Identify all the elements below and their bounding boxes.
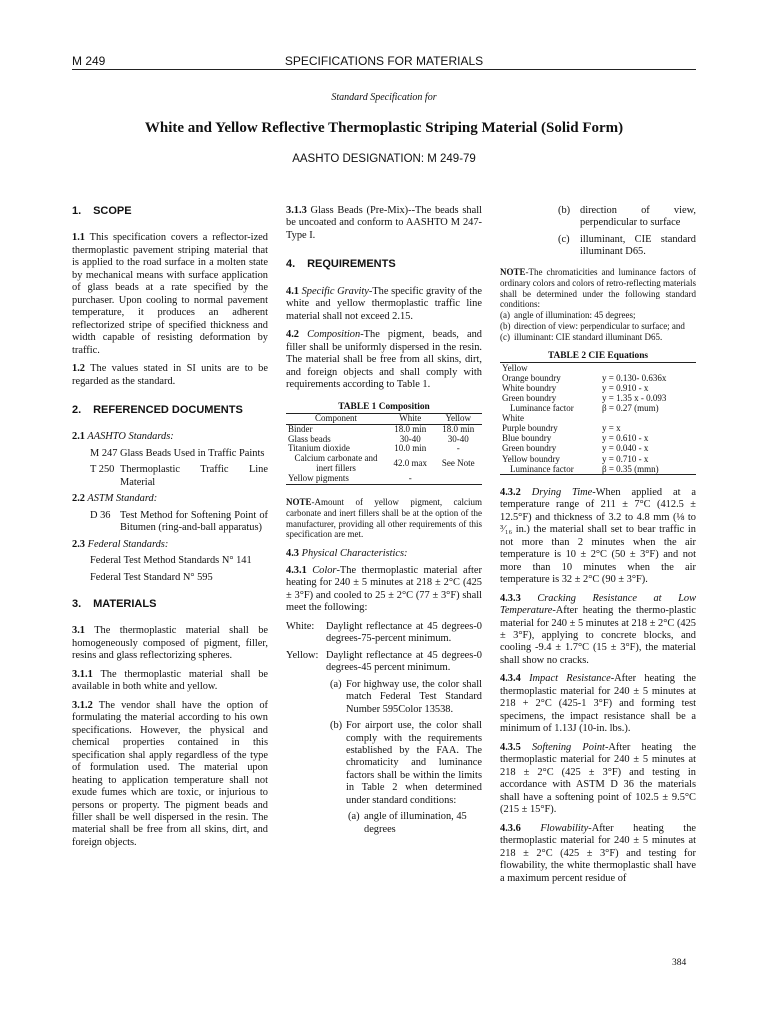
table-row: Yellow — [500, 362, 696, 373]
para-4-1: 4.1 Specific Gravity-The specific gravity of the white and yellow thermoplastic traffic line material shall not exceed 2.15. — [286, 285, 482, 322]
condition-a: (a) angle of illumination, 45 degrees — [348, 811, 467, 835]
col-header: White — [386, 413, 434, 424]
note-table-1: NOTE-Amount of yellow pigment, calcium carbonate and inert fillers shall be at the option of the manufacturer, providing all other requirements of this specification are met. — [286, 497, 482, 540]
para-1-2: 1.2 The values stated in SI units are to be regarded as the standard. — [72, 363, 268, 387]
para-4-3-3: 4.3.3 Cracking Resistance at Low Temperature-After heating the thermo-plastic material for 240 ± 5 minutes at 218 ± 2°C (425 ± 3°F), applying to concrete blocks, and cooling -9.4 ± 1.7°C (15 ± 3°F), the material shall show no cracks. — [500, 592, 696, 666]
color-white: White: Daylight reflectance at 45 degrees-0 degrees-75-percent minimum. — [286, 620, 482, 645]
yellow-highway: (a) For highway use, the color shall match Federal Test Standard Number 595Color 13538. — [330, 678, 482, 715]
column-3 — [500, 205, 696, 891]
header-spec-number: M 249 — [72, 54, 106, 68]
table-1-composition — [286, 413, 482, 485]
condition-c: (c) illuminant, CIE standard illuminant D65. — [558, 233, 696, 258]
para-3-1: 3.1 The thermoplastic material shall be homogeneously composed of pigment, filler, resins and glass reflectorizing spheres. — [72, 625, 268, 662]
para-2-3: 2.3 Federal Standards: — [72, 538, 169, 550]
heading-referenced-documents: 2. REFERENCED DOCUMENTS — [72, 404, 243, 416]
para-4-3-2: 4.3.2 Drying Time-When applied at a temperature range of 211 ± 7°C (412.5 ± 12.5°F) and thickness of 3.2 to 4.8 mm (⅛ to ³⁄₁₆ in.) the material shall set to bear traffic in not more than 2 minutes when the air temperature is 10 ± 2°C (50 ± 3°F) and not more than 10 minutes when the air temperature is 32 ± 2°C (90 ± 3°F). — [500, 486, 696, 586]
table-row: Luminance factor β = 0.35 (mmn) — [500, 464, 696, 475]
table-row: Luminance factor β = 0.27 (mum) — [510, 403, 659, 414]
table-row: Calcium carbonate and inert fillers 42.0 max See Note — [294, 453, 475, 474]
header-section-title: SPECIFICATIONS FOR MATERIALS — [284, 54, 484, 68]
table-row: Titanium dioxide 10.0 min - — [288, 443, 460, 454]
header-rule — [72, 69, 696, 70]
document-title: White and Yellow Reflective Thermoplastic Striping Material (Solid Form) — [144, 120, 624, 136]
table-row: Blue boundry y = 0.610 - x — [502, 433, 649, 444]
table-2-title: TABLE 2 CIE Equations — [547, 350, 649, 361]
table-row: Green boundry y = 1.35 x - 0.093 — [502, 393, 667, 404]
table-row: Yellow pigments - — [286, 474, 482, 484]
table-row: Yellow boundry y = 0.710 - x — [502, 453, 649, 464]
para-4-3: 4.3 Physical Characteristics: — [286, 548, 408, 560]
ref-fed-595: Federal Test Standard N° 595 — [90, 571, 213, 583]
ref-d36: D 36 Test Method for Softening Point of Bitumen (ring-and-ball apparatus) — [90, 509, 268, 534]
table-header-row — [286, 413, 482, 424]
ref-m247: M 247 Glass Beads Used in Traffic Paints — [90, 447, 265, 459]
yellow-airport: (b) For airport use, the color shall comply with the requirements established by the FAA. The chromaticity and luminance factors shall be within the limits in Table 2 when determined under standard conditions: — [330, 720, 482, 806]
table-row: White boundry y = 0.910 - x — [502, 382, 649, 393]
para-4-3-4: 4.3.4 Impact Resistance-After heating the thermoplastic material for 240 ± 5 minutes at 218 + 2°C (425-1 3°F) and forming test specimens, the impact resistance shall be a minimum of 1.13J (10-in. lbs.). — [500, 673, 696, 735]
col-header: Component — [286, 413, 386, 424]
table-row: White — [502, 413, 524, 424]
table-row: Purple boundry y = x — [502, 423, 621, 434]
table-row: Orange boundry y = 0.130- 0.636x — [502, 372, 667, 383]
para-1-1: 1.1 This specification covers a reflector-ized thermoplastic pavement striping material that is applied to the road surface in a molten state by mechanical means with surface application of glass beads at a rate specified by the purchaser. Upon cooling to normal pavement temperature, it produces an adherent reflectorized stripe of specified thickness and width capable of resisting deformation by traffic. — [72, 232, 268, 356]
para-4-3-5: 4.3.5 Softening Point-After heating the thermoplastic material for 240 ± 5 minutes at 218 ± 2°C (425 ± 3°F) and testing in accordance with ASTM D 36 the materials shall have a softening point of 102.5 ± 9.5°C (215 ± 15°F). — [500, 741, 696, 816]
para-2-1: 2.1 AASHTO Standards: — [72, 431, 174, 443]
para-4-2: 4.2 Composition-The pigment, beads, and filler shall be uniformly dispersed in the resin. The material shall be free from all skins, dirt, and foreign objects and shall comply with requirements according to Table 1. — [286, 329, 482, 391]
table-row: Glass beads 30-40 30-40 — [288, 433, 469, 444]
table-2-cie — [500, 362, 696, 475]
heading-scope: 1. SCOPE — [72, 205, 132, 217]
ref-t250: T 250 Thermoplastic Traffic Line Material — [90, 464, 268, 488]
para-3-1-3: 3.1.3 Glass Beads (Pre-Mix)--The beads shall be uncoated and conform to AASHTO M 247-Type I. — [286, 205, 482, 241]
note-item: (a) angle of illumination: 45 degrees; — [500, 310, 636, 321]
note-item: (b) direction of view: perpendicular to surface; and — [500, 320, 685, 331]
para-2-2: 2.2 ASTM Standard: — [72, 493, 158, 505]
color-yellow: Yellow: Daylight reflectance at 45 degrees-0 degrees-45 percent minimum. — [286, 649, 482, 674]
para-4-3-6: 4.3.6 Flowability-After heating the thermoplastic material for 240 ± 5 minutes at 218 ± 2°C (425 ± 3°F) and testing for flowability, the white thermoplastic shall have a maximum percent residue of — [500, 822, 697, 884]
para-3-1-1: 3.1.1 The thermoplastic material shall be available in both white and yellow. — [72, 668, 268, 693]
para-4-3-1: 4.3.1 Color-The thermoplastic material after heating for 240 ± 5 minutes at 218 ± 2°C (425 ± 3°F) and cooled to 25 ± 2°C (77 ± 3°F) shall meet the following: — [286, 564, 482, 614]
condition-b: (b) direction of view, perpendicular to surface — [558, 205, 696, 229]
running-header — [72, 52, 696, 70]
heading-requirements: 4. REQUIREMENTS — [286, 258, 396, 271]
table-1-title: TABLE 1 Composition — [338, 401, 430, 412]
heading-materials: 3. MATERIALS — [72, 598, 157, 611]
column-2 — [286, 205, 482, 840]
table-row: Green boundry y = 0.040 - x — [502, 443, 649, 454]
para-3-1-2: 3.1.2 The vendor shall have the option of formulating the material according to his own specifications. However, the physical and chemical properties contained in this specification shal apply regardless of the type of formulation used. The material upon heating to application temperature shall not exude fumes which are toxic, or injurious to persons or property. The pigment beads and filler shall be well dispersed in the resin. The material shall be free from all skins, dirt, and foreign objects. — [72, 699, 268, 848]
aashto-designation: AASHTO DESIGNATION: M 249-79 — [292, 153, 476, 165]
page-number: 384 — [672, 958, 687, 968]
note-chromaticity: NOTE-The chromaticities and luminance factors of ordinary colors and colors of retro-reflecting materials shall be determined under the following standard conditions: (a) angle of illumination: 45 degrees; (b) direction of view: perpendicular to surface; and (c) illuminant: CIE standard illuminant D65. — [500, 266, 696, 342]
column-1 — [72, 205, 268, 855]
ref-fed-141: Federal Test Method Standards N° 141 — [90, 555, 252, 567]
col-header: Yellow — [434, 413, 482, 424]
note-item: (c) illuminant: CIE standard illuminant D65. — [500, 331, 663, 342]
standard-spec-label: Standard Specification for — [331, 92, 437, 103]
table-row: Binder 18.0 min 18.0 min — [288, 423, 475, 434]
